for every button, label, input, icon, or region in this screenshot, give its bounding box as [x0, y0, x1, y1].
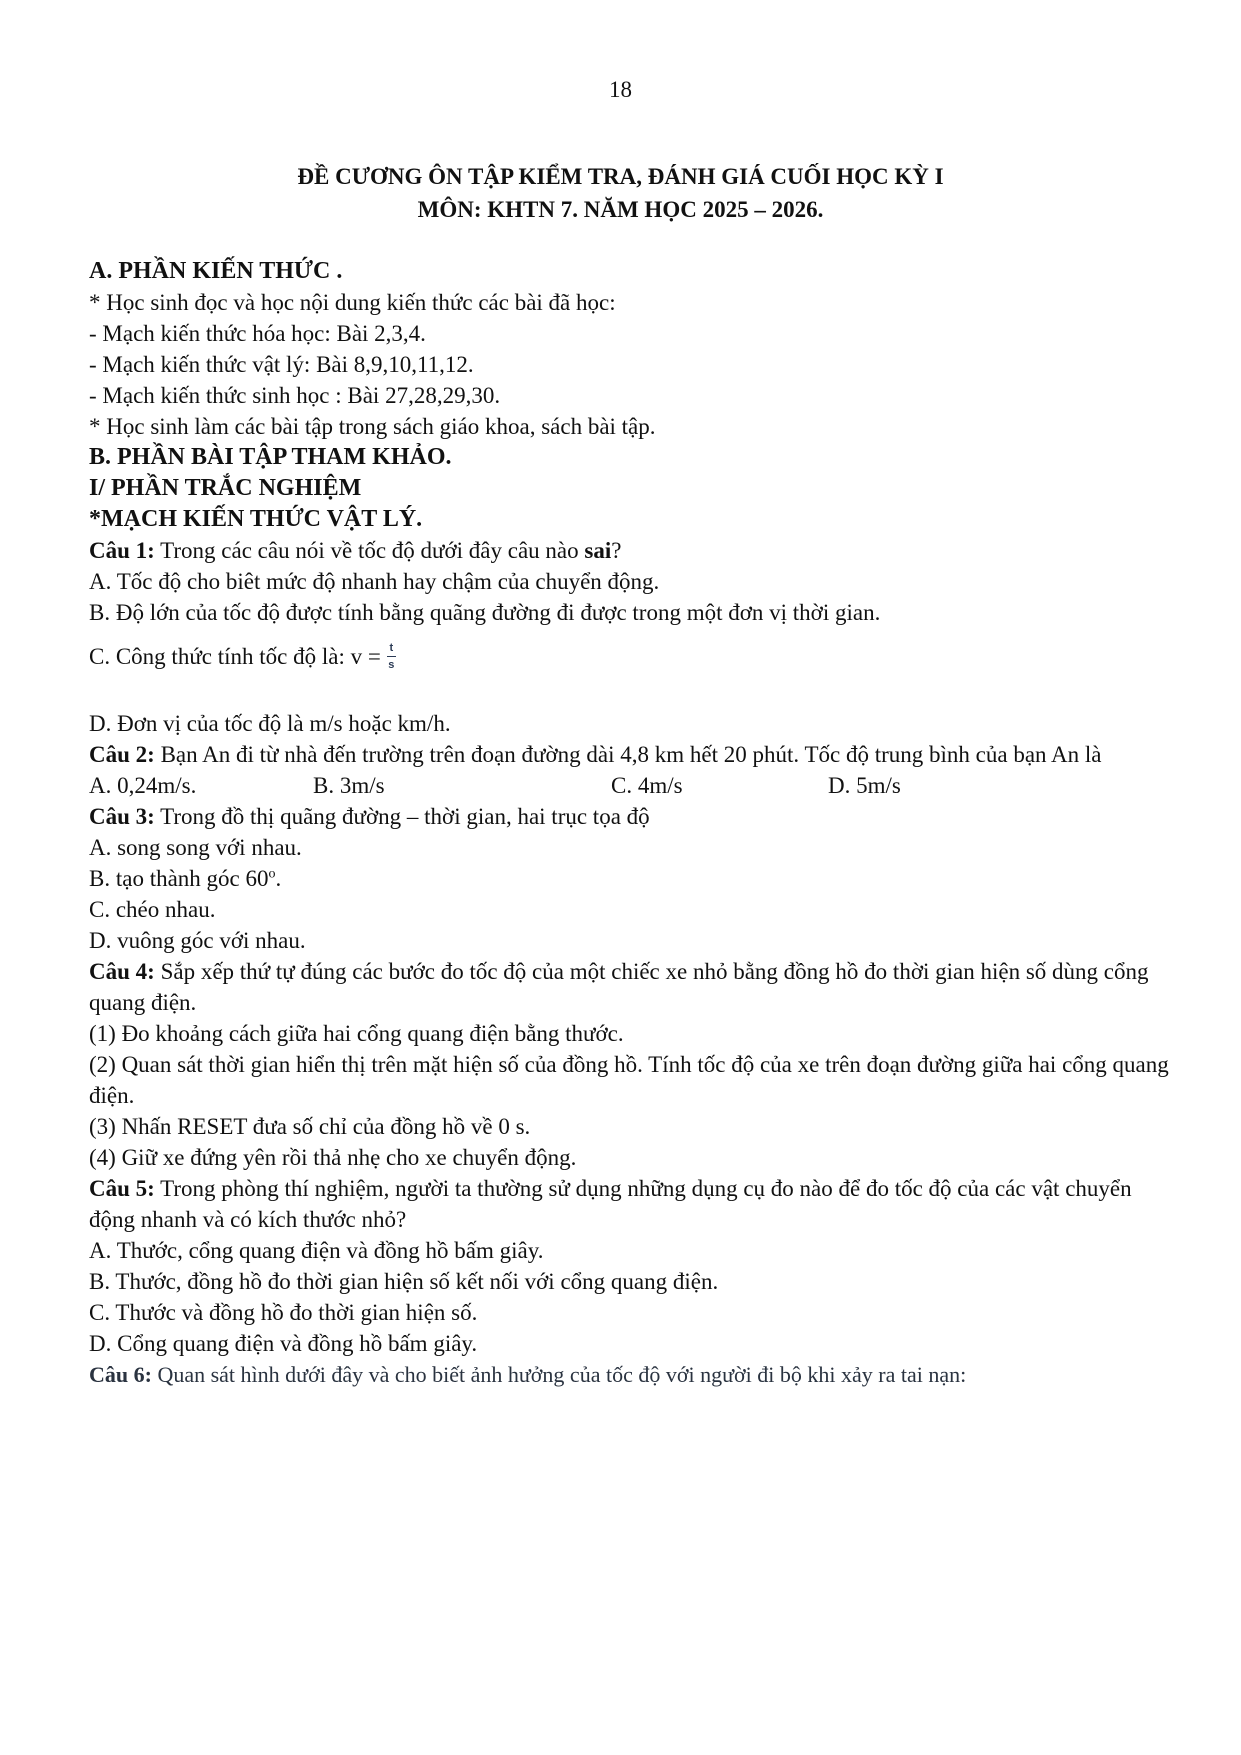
answer-option: C. Thước và đồng hồ đo thời gian hiện số. [89, 1300, 478, 1325]
question-5 [89, 1173, 1179, 1235]
section-a-heading: A. PHẦN KIẾN THỨC . [89, 258, 343, 284]
question-text: Bạn An đi từ nhà đến trường trên đoạn đường dài 4,8 km hết 20 phút. Tốc độ trung bình của bạn An là [154, 742, 1102, 767]
section-a-line: - Mạch kiến thức vật lý: Bài 8,9,10,11,12. [89, 352, 474, 377]
question-3 [89, 801, 1179, 832]
question-text: Quan sát hình dưới đây và cho biết ảnh hưởng của tốc độ với người đi bộ khi xảy ra tai nạn: [151, 1362, 967, 1387]
fraction-bar [387, 656, 396, 657]
question-1 [89, 535, 1179, 566]
answer-row [89, 770, 1179, 801]
question-label: Câu 6: [89, 1362, 152, 1387]
question-text: Sắp xếp thứ tự đúng các bước đo tốc độ của một chiếc xe nhỏ bằng đồng hồ đo thời gian hiện số dùng cổng quang điện. [89, 959, 1149, 1015]
question-4 [89, 956, 1179, 1018]
section-b-heading: B. PHẦN BÀI TẬP THAM KHẢO. [89, 444, 452, 470]
spacer [89, 680, 1179, 708]
fraction-numerator: t [389, 641, 394, 654]
question-label: Câu 4: [89, 959, 155, 984]
answer-option: D. vuông góc với nhau. [89, 928, 306, 953]
section-a-line: * Học sinh đọc và học nội dung kiến thức các bài đã học: [89, 290, 616, 315]
question-6 [89, 1359, 1179, 1390]
section-a-line: - Mạch kiến thức sinh học : Bài 27,28,29,30. [89, 383, 501, 408]
document-subtitle: MÔN: KHTN 7. NĂM HỌC 2025 – 2026. [417, 197, 824, 222]
question-text: Trong đồ thị quãng đường – thời gian, hai trục tọa độ [154, 804, 650, 829]
question-label: Câu 2: [89, 742, 155, 767]
document-title: ĐỀ CƯƠNG ÔN TẬP KIỂM TRA, ĐÁNH GIÁ CUỐI HỌC KỲ I [297, 164, 944, 189]
question-emphasis: sai [584, 538, 612, 563]
document-body [89, 256, 1179, 1390]
section-a-line: - Mạch kiến thức hóa học: Bài 2,3,4. [89, 321, 426, 346]
fraction-denominator: s [388, 658, 395, 671]
question-text: Trong phòng thí nghiệm, người ta thường sử dụng những dụng cụ đo nào để đo tốc độ của các vật chuyển động nhanh và có kích thước nhỏ? [89, 1176, 1132, 1232]
answer-option-end: . [275, 866, 282, 891]
question-text: Trong các câu nói về tốc độ dưới đây câu nào [154, 538, 585, 563]
step-item: (1) Đo khoảng cách giữa hai cổng quang điện bằng thước. [89, 1021, 624, 1046]
answer-option: C. chéo nhau. [89, 897, 216, 922]
answer-option: A. Thước, cổng quang điện và đồng hồ bấm giây. [89, 1238, 544, 1263]
question-2 [89, 739, 1179, 770]
answer-option: A. Tốc độ cho biêt mức độ nhanh hay chậm của chuyển động. [89, 569, 660, 594]
step-item: (2) Quan sát thời gian hiển thị trên mặt hiện số của đồng hồ. Tính tốc độ của xe trên đoạn đường giữa hai cổng quang điện. [89, 1052, 1169, 1108]
step-item: (4) Giữ xe đứng yên rồi thả nhẹ cho xe chuyển động. [89, 1145, 577, 1170]
question-label: Câu 3: [89, 804, 155, 829]
section-a-line: * Học sinh làm các bài tập trong sách giáo khoa, sách bài tập. [89, 414, 656, 439]
physics-heading: *MẠCH KIẾN THỨC VẬT LÝ. [89, 506, 423, 532]
answer-option-degree [89, 863, 1179, 894]
answer-option: B. Thước, đồng hồ đo thời gian hiện số kết nối với cổng quang điện. [89, 1269, 719, 1294]
answer-option: B. Độ lớn của tốc độ được tính bằng quãng đường đi được trong một đơn vị thời gian. [89, 600, 881, 625]
formula-fraction [387, 642, 396, 671]
answer-option: C. Công thức tính tốc độ là: v = [89, 643, 381, 669]
degree-superscript: o [268, 866, 276, 882]
answer-option: D. Đơn vị của tốc độ là m/s hoặc km/h. [89, 711, 451, 736]
answer-option: D. 5m/s [828, 773, 901, 798]
page-number: 18 [609, 77, 632, 102]
question-text-end: ? [611, 538, 622, 563]
answer-option-formula [89, 632, 1179, 680]
answer-option: B. tạo thành góc 60 [89, 866, 269, 891]
answer-option: B. 3m/s [313, 773, 385, 798]
question-label: Câu 1: [89, 538, 155, 563]
multiple-choice-heading: I/ PHẦN TRẮC NGHIỆM [89, 475, 362, 501]
question-label: Câu 5: [89, 1176, 155, 1201]
answer-option: D. Cổng quang điện và đồng hồ bấm giây. [89, 1331, 478, 1356]
step-item: (3) Nhấn RESET đưa số chỉ của đồng hồ về 0 s. [89, 1114, 531, 1139]
answer-option: A. 0,24m/s. [89, 773, 197, 798]
answer-option: A. song song với nhau. [89, 835, 302, 860]
answer-option: C. 4m/s [611, 773, 683, 798]
